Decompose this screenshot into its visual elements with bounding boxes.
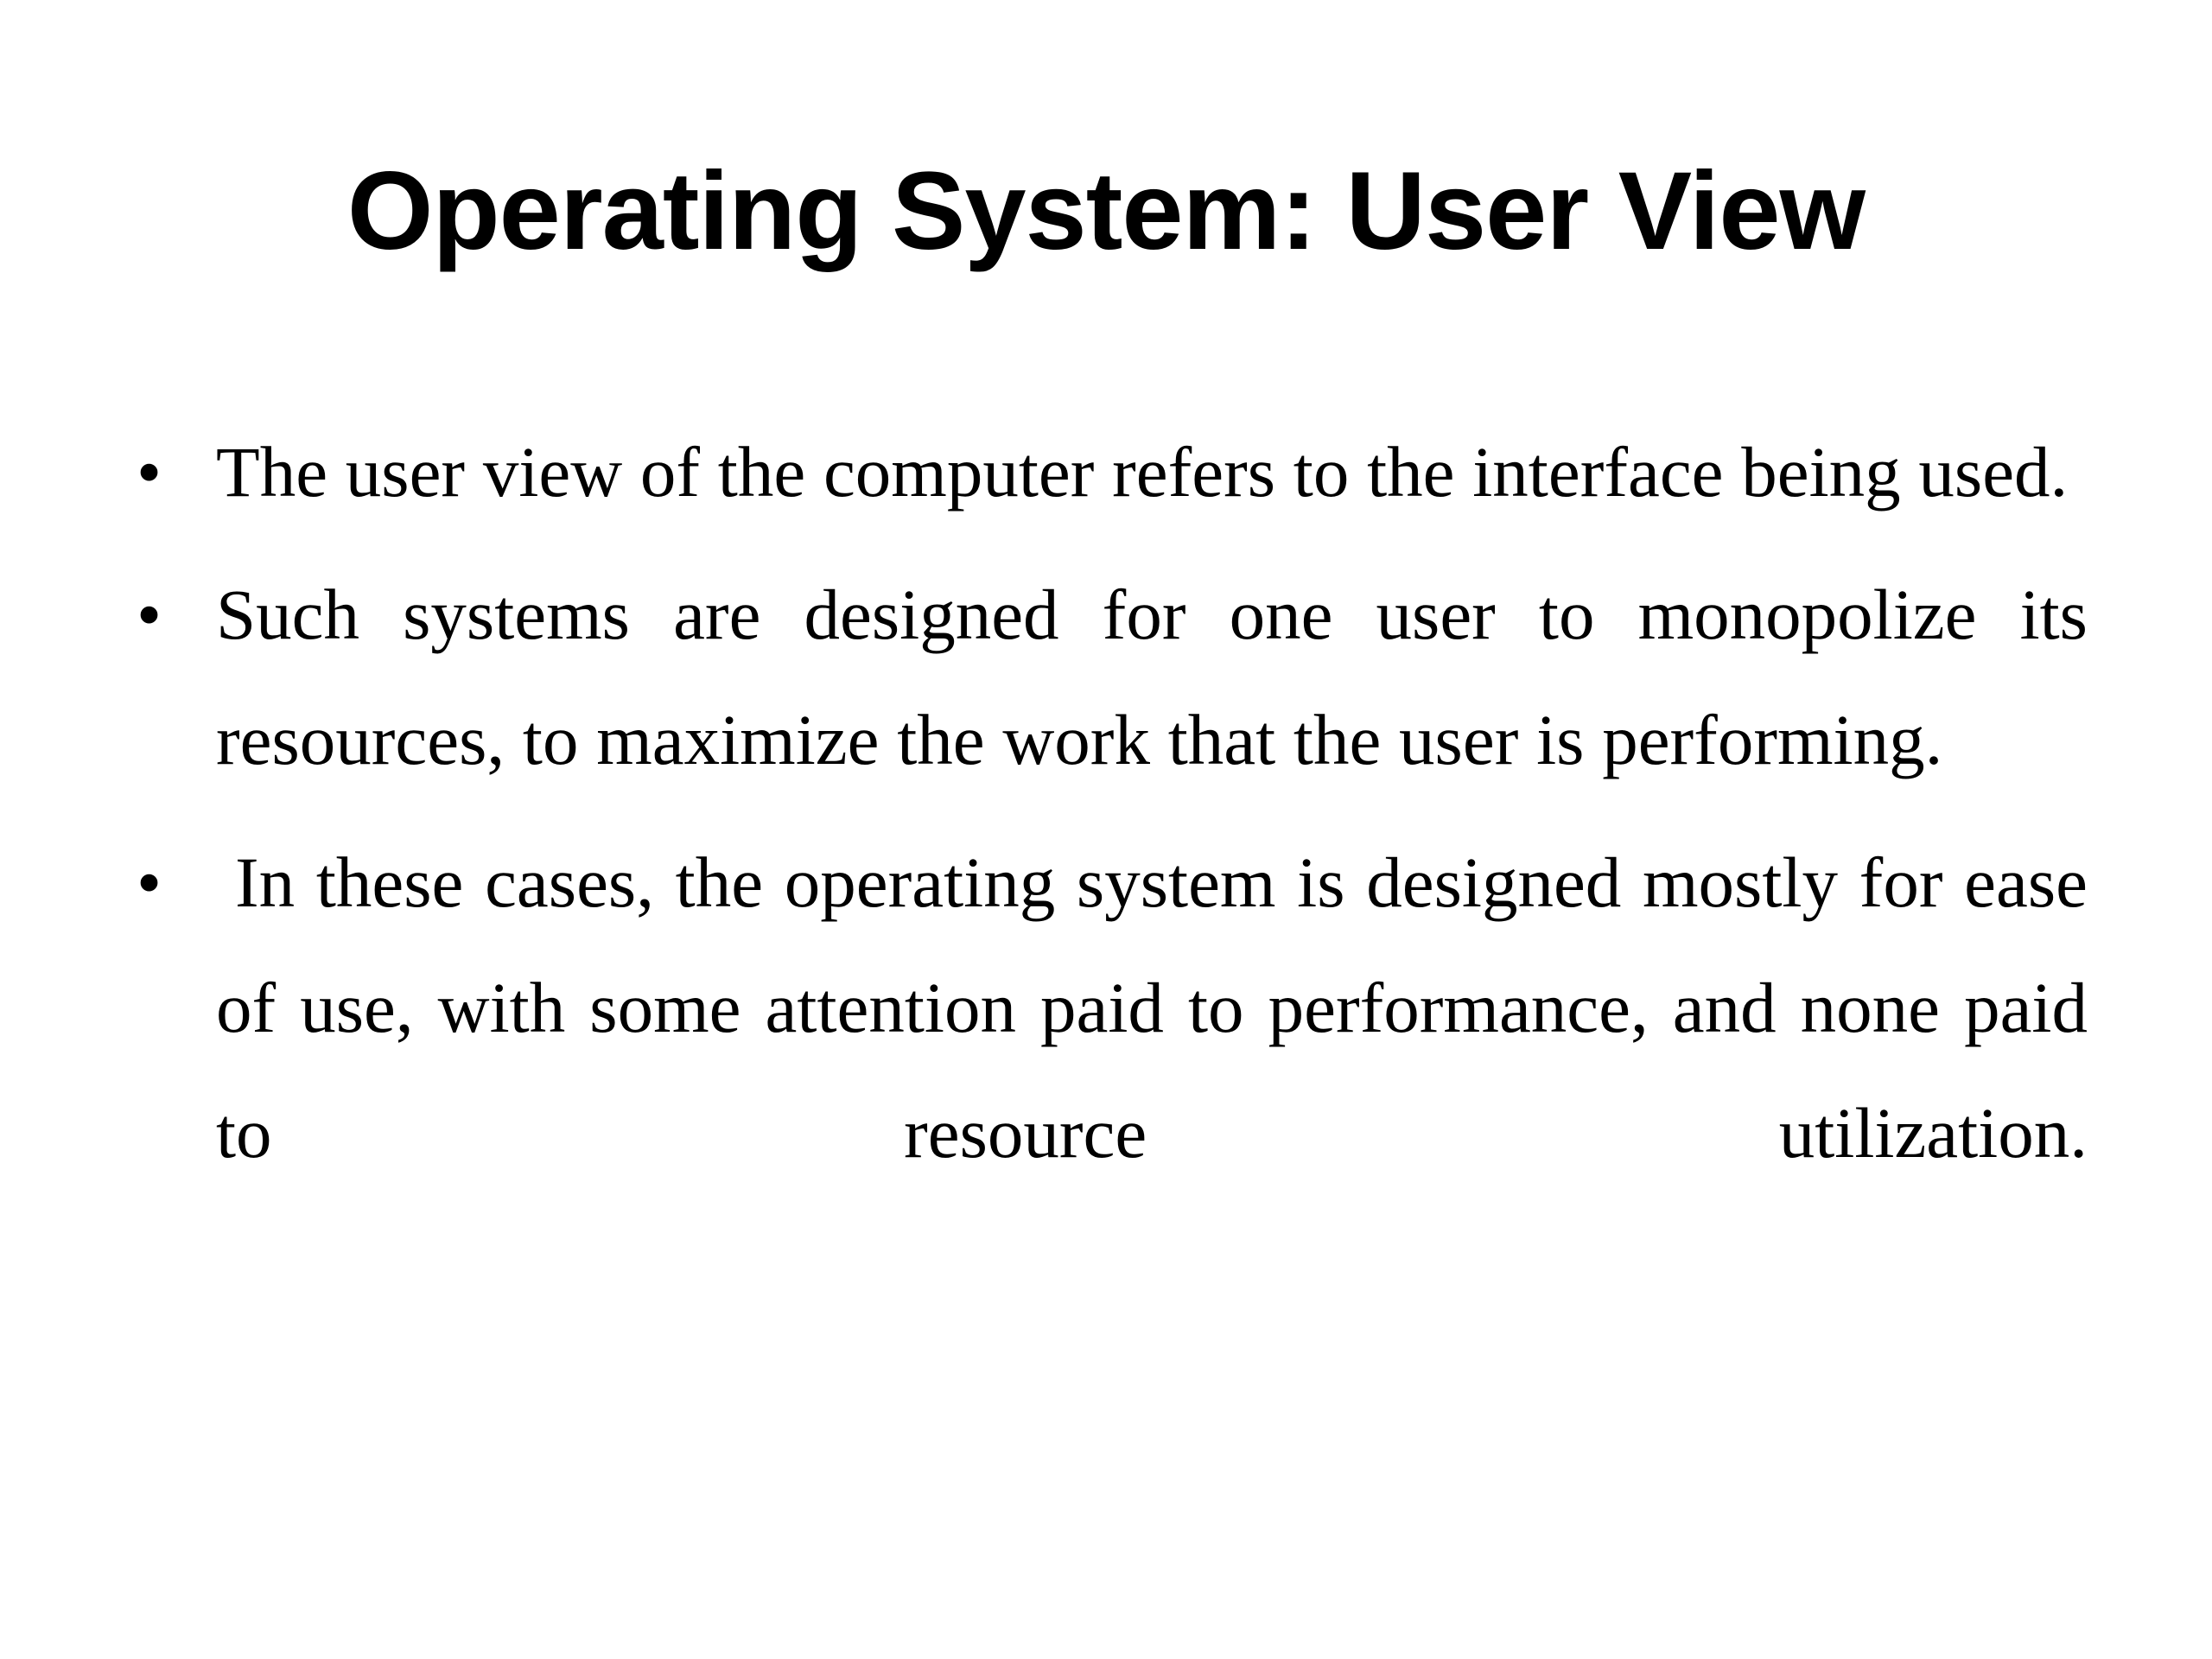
slide-title: Operating System: User View <box>346 149 1866 273</box>
bullet-list <box>137 410 2088 1213</box>
list-item <box>137 410 2088 535</box>
list-item <box>137 552 2088 803</box>
bullet-icon: • <box>137 575 162 654</box>
bullet-icon: • <box>137 842 162 922</box>
bullet-icon: • <box>137 432 162 512</box>
list-item <box>137 820 2088 1196</box>
bullet-text: The user view of the computer refers to the interface being used. <box>216 432 2069 512</box>
bullet-text: In these cases, the operating system is designed mostly for ease of use, with some attention paid to performance, and none paid to resource utilization. <box>216 842 2088 1173</box>
bullet-text: Such systems are designed for one user to monopolize its resources, to maximize the work that the user is performing. <box>216 575 2088 779</box>
